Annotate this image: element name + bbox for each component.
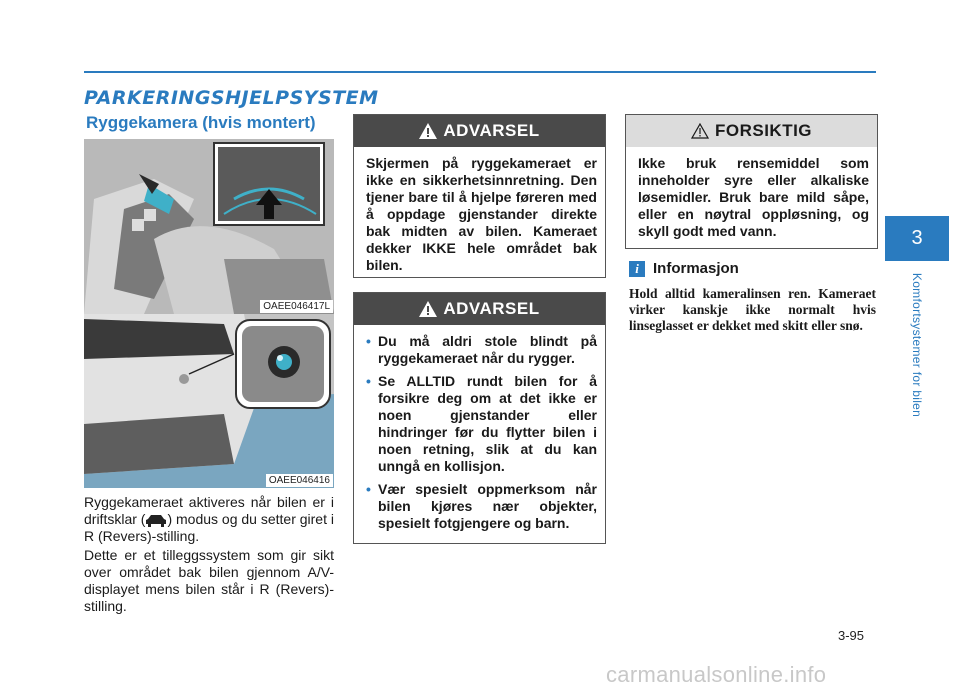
- car-ready-icon: [145, 513, 167, 527]
- chapter-label: Komfortsystemer for bilen: [910, 272, 924, 418]
- caution-title: FORSIKTIG: [714, 121, 813, 140]
- caution-header: [626, 115, 877, 147]
- warning-list-body: [354, 325, 605, 546]
- warning-text-1: Skjermen på ryggekameraet er ikke en sikkerhetsinnretning. Den tjener bare til å hjelpe føreren med å oppdage gjenstander direkte bak midten av bilen. Kameraet dekker IKKE hele området bak bilen.: [366, 155, 597, 273]
- list-item: • Vær spesielt oppmerksom når bilen kjøres nær objekter, spesielt fotgjengere og barn.: [366, 481, 597, 532]
- gear-shift-illustration: [84, 139, 334, 314]
- caution-box: [625, 114, 878, 249]
- section-title: PARKERINGSHJELPSYSTEM: [84, 87, 379, 109]
- info-title: Informasjon: [653, 260, 739, 277]
- warning-header-2: [354, 293, 605, 325]
- body-paragraph-1: [84, 494, 334, 545]
- info-header: [629, 260, 739, 277]
- info-icon: i: [629, 261, 645, 277]
- rear-camera-illustration: [84, 314, 334, 488]
- list-item: • Du må aldri stole blindt på ryggekameraet når du rygger.: [366, 333, 597, 367]
- warning-triangle-icon: [419, 301, 437, 317]
- chapter-tab: 3: [885, 216, 949, 261]
- warning-title-1: ADVARSEL: [443, 121, 540, 140]
- warning-box-1: [353, 114, 606, 278]
- warning-title-2: ADVARSEL: [443, 299, 540, 318]
- warning-box-2: [353, 292, 606, 544]
- paragraph-1-text-b: ) modus og du setter giret i R (Revers)-stilling.: [84, 511, 334, 544]
- image-code-2: OAEE046416: [266, 474, 333, 487]
- warning-list: [366, 333, 597, 532]
- caution-triangle-icon: [691, 123, 709, 139]
- warning-header-1: [354, 115, 605, 147]
- list-item: • Se ALLTID rundt bilen for å forsikre deg om at det ikke er noen gjenstander eller hindringer før du flytter bilen i noen retning, slik at du kan unngå en kollisjon.: [366, 373, 597, 475]
- body-paragraph-2: Dette er et tilleggssystem som gir sikt over området bak bilen gjennom A/V-displayet mens bilen står i R (Revers)-stilling.: [84, 547, 334, 614]
- sub-title: Ryggekamera (hvis montert): [86, 113, 316, 132]
- top-rule: [84, 71, 876, 73]
- watermark: carmanualsonline.info: [606, 662, 827, 687]
- gear-shift-drawing: [84, 139, 334, 314]
- caution-text: Ikke bruk rensemiddel som inneholder syre eller alkaliske løsemidler. Bruk bare mild såpe, eller en nøytral oppløsning, og skyll godt med vann.: [638, 155, 869, 239]
- info-text: Hold alltid kameralinsen ren. Kameraet virker kanskje ikke normalt hvis linseglasset er dekket med skitt eller snø.: [629, 286, 876, 333]
- image-code-1: OAEE046417L: [260, 300, 333, 313]
- warning-triangle-icon: [419, 123, 437, 139]
- rear-camera-drawing: [84, 314, 334, 488]
- page-number: 3-95: [838, 628, 865, 643]
- paragraph-1-text-a: Ryggekameraet aktiveres når bilen er i driftsklar (: [84, 494, 334, 527]
